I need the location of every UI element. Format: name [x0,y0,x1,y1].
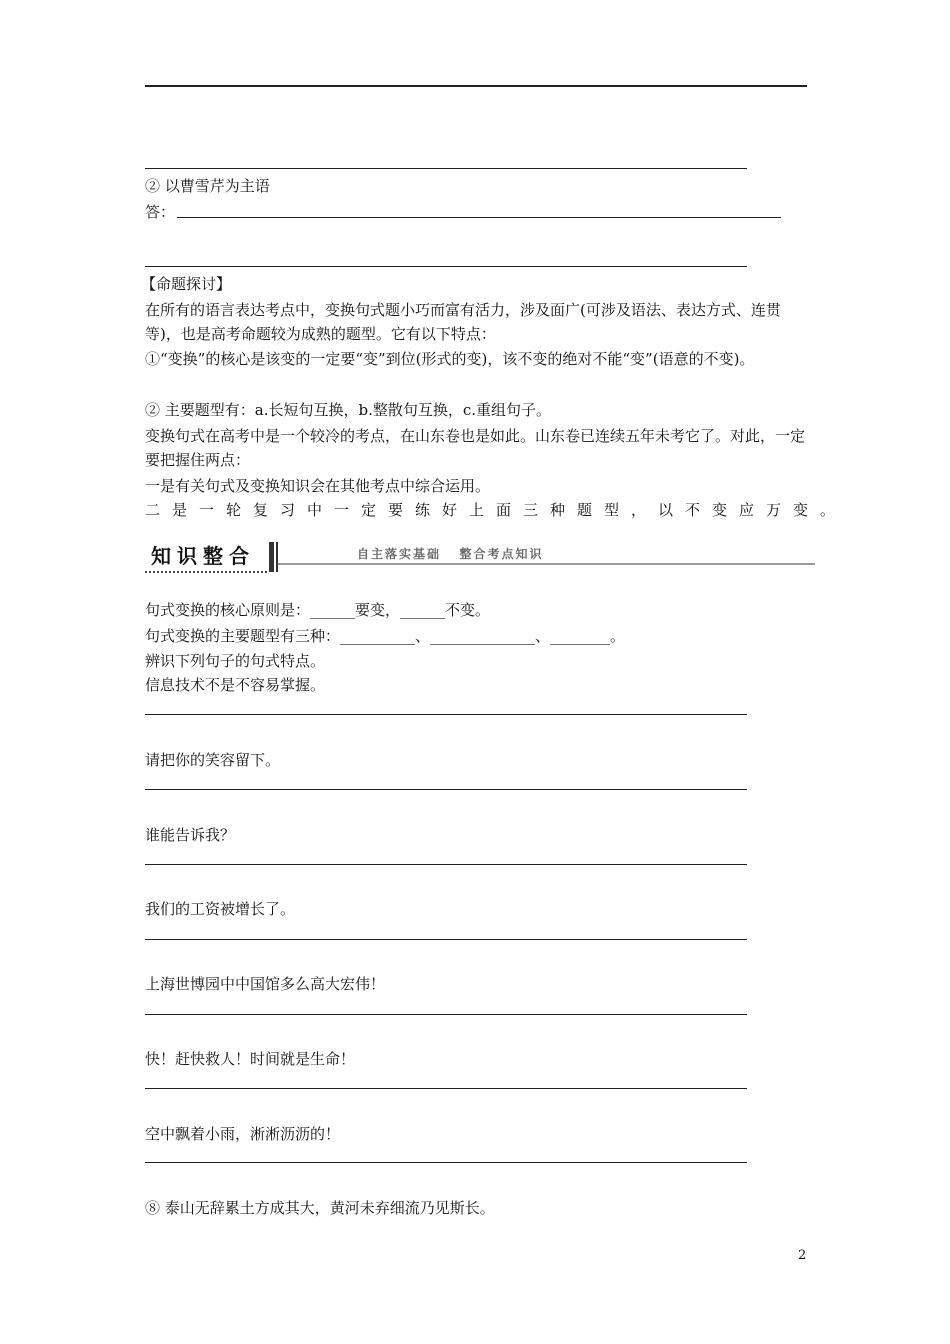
discussion-line-2: 二是一轮复习中一定要练好上面三种题型，以不变应万变。 [145,501,848,519]
question-1: 句式变换的核心原则是：______要变，______不变。 [145,601,491,619]
question-3: 辨识下列句子的句式特点。 [145,652,326,670]
page-number: 2 [798,1248,807,1263]
option-2-label: ② 以曹雪芹为主语 [145,177,270,195]
question-2: 句式变换的主要题型有三种：__________、______________、________。 [145,627,626,645]
sentence-item: 请把你的笑容留下。 [145,751,281,769]
discussion-line-1: 一是有关句式及变换知识会在其他考点中综合运用。 [145,477,491,495]
banner-rule [278,563,815,565]
sentence-item: 谁能告诉我？ [145,826,236,844]
banner-divider [269,542,274,572]
answer-line [145,1014,747,1015]
answer-line [145,939,747,940]
answer-line [145,714,747,715]
answer-line [145,266,747,267]
answer-line-top [145,85,807,87]
banner-dotted-underline [145,571,267,573]
answer-line [177,217,781,218]
sentence-item: 空中飘着小雨，淅淅沥沥的！ [145,1125,341,1143]
banner-subtitle: 自主落实基础 整合考点知识 [357,547,544,561]
answer-line [145,789,747,790]
sentence-item: 快！赶快救人！时间就是生命！ [145,1050,356,1068]
section-heading: 【命题探讨】 [141,275,232,293]
section-banner [145,540,815,576]
discussion-intro: 在所有的语言表达考点中，变换句式题小巧而富有活力，涉及面广(可涉及语法、表达方式、连贯等)，也是高考命题较为成熟的题型。它有以下特点： [145,301,781,343]
discussion-point-2: ② 主要题型有：a.长短句互换，b.整散句互换，c.重组句子。 [145,401,552,419]
answer-line [145,1088,747,1089]
answer-prefix: 答： [145,203,176,221]
sentence-item: 信息技术不是不容易掌握。 [145,676,326,694]
answer-line [145,168,747,169]
sentence-item: ⑧ 泰山无辞累土方成其大，黄河未弃细流乃见斯长。 [145,1199,495,1217]
banner-title: 知识整合 [151,544,255,568]
sentence-item: 我们的工资被增长了。 [145,900,296,918]
sentence-item: 上海世博园中中国馆多么高大宏伟！ [145,975,386,993]
banner-divider-thin [276,542,278,572]
answer-line [145,864,747,865]
answer-line [145,1162,747,1163]
discussion-point-1: ①“变换”的核心是该变的一定要“变”到位(形式的变)，该不变的绝对不能“变”(语意的不变)。 [145,350,755,368]
discussion-para-3: 变换句式在高考中是一个较冷的考点，在山东卷也是如此。山东卷已连续五年未考它了。对此，一定要把握住两点： [145,427,806,469]
